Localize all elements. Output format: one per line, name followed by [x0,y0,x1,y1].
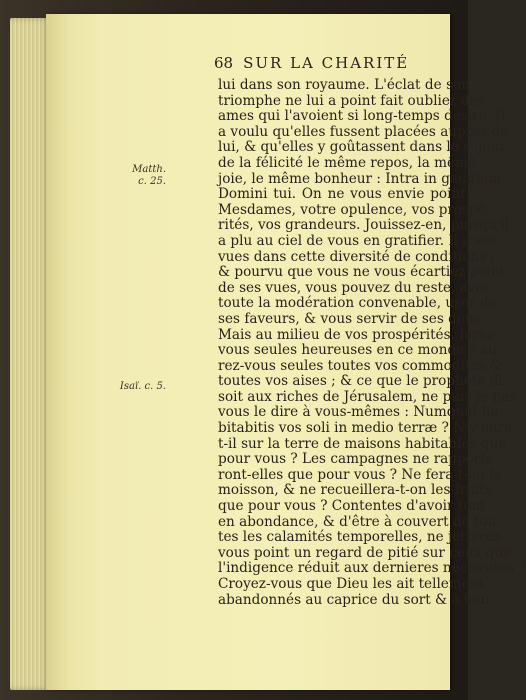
text-line: Domini tui. On ne vous envie point, [218,186,470,203]
text-line: que pour vous ? Contentes d'avoir tout [218,498,486,515]
text-line: joie, le même bonheur : Intra in gaudium [218,170,502,187]
text-line: moisson, & ne recueillera-t-on les fruits [218,482,492,499]
text-line: Croyez-vous que Dieu les ait tellement [218,576,484,592]
text-line: de la félicité le même repos, la même [218,154,476,171]
text-line: de ses vues, vous pouvez du reste, avec [218,279,492,296]
text-line: lui dans son royaume. L'éclat de son [218,77,470,93]
text-line: t-il sur la terre de maisons habitables que [218,435,507,452]
text-line: abandonnés au caprice du sort & à leur [218,591,492,608]
page-number: 68 [214,54,234,72]
text-line: rités, vos grandeurs. Jouissez-en, puisqu'il [218,217,510,234]
text-line: triomphe ne lui a point fait oublier des [218,92,485,109]
text-line: toutes vos aises ; & ce que le prophete di- [218,373,508,390]
text-line: en abondance, & d'être à couvert de tou- [218,513,502,530]
text-line: a plu au ciel de vous en gratifier. Il a ses [218,232,497,249]
text-line: tes les calamités temporelles, ne jetterez- [218,529,506,546]
text-line: vous point un regard de pitié sur ceux que [218,544,512,561]
text-line: l'indigence réduit aux dernieres nécessités ? [218,560,526,577]
text-line: ront-elles que pour vous ? Ne fera-t-on la [218,466,502,483]
text-line: soit aux riches de Jérusalem, ne puis-je pas [218,388,517,405]
text-line: & pourvu que vous ne vous écartiez point [218,264,506,281]
text-line: vous seules heureuses en ce monde ? au- [218,342,502,359]
page-edges [10,18,50,690]
text-line: ses faveurs, & vous servir de ses dons. [218,310,486,327]
text-line: bitabitis vos soli in medio terræ ? N'y aura- [218,420,517,437]
text-line: toute la modération convenable, user de [218,295,497,312]
text-line: pour vous ? Les campagnes ne rapporte- [218,451,499,468]
text-line: lui, & qu'elles y goûtassent dans le séjour [218,139,506,156]
running-title: SUR LA CHARITÉ [243,54,410,72]
text-line: Mesdames, votre opulence, vos prospé- [218,201,491,218]
text-line: a voulu qu'elles fussent placées auprès de [218,123,509,140]
text-line: Mais au milieu de vos prospérités, ferez- [218,326,499,343]
running-header [214,54,430,74]
margin-note: Matth. c. 25. [132,164,166,187]
body-text [218,77,526,608]
text-line: ames qui l'avoient si long-temps desiré. Il [218,108,506,125]
text-line: rez-vous seules toutes vos commodités & [218,357,502,374]
text-line: vous le dire à vous-mêmes : Numquid ha- [218,404,504,421]
text-line: vues dans cette diversité de conditions ; [218,248,496,265]
margin-note: Isaï. c. 5. [119,381,166,392]
book-page [46,14,526,690]
